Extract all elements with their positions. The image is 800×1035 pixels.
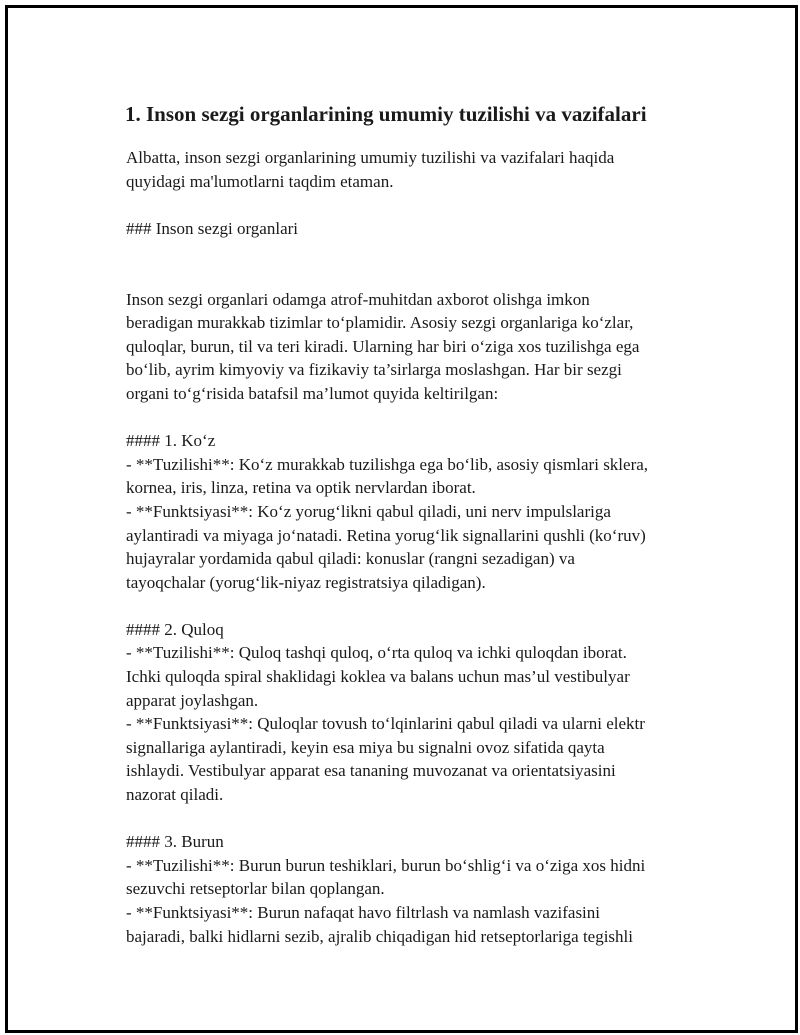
section-heading: #### 3. Burun	[126, 832, 224, 852]
text-line: bajaradi, balki hidlarni sezib, ajralib chiqadigan hid retseptorlariga tegishli	[126, 926, 633, 946]
text-line: signallariga aylantiradi, keyin esa miya bu signalni ovoz sifatida qayta	[126, 737, 605, 757]
document-text	[121, 146, 701, 948]
text-line: beradigan murakkab tizimlar to‘plamidir. Asosiy sezgi organlariga ko‘zlar,	[126, 313, 634, 333]
subtitle-heading: ### Inson sezgi organlari	[126, 218, 299, 238]
blank-line	[121, 240, 701, 264]
text-line: Inson sezgi organlari odamga atrof-muhitdan axborot olishga imkon	[126, 289, 590, 309]
text-line: kornea, iris, linza, retina va optik nervlardan iborat.	[126, 478, 476, 498]
text-line: aylantiradi va miyaga jo‘natadi. Retina yorug‘lik signallarini qushli (ko‘ruv)	[126, 525, 646, 545]
text-line: sezuvchi retseptorlar bilan qoplangan.	[126, 879, 385, 899]
text-line: tayoqchalar (yorug‘lik-niyaz registratsiya qiladigan).	[126, 572, 486, 592]
section-heading: #### 2. Quloq	[126, 619, 224, 639]
blank-line	[121, 594, 701, 618]
text-line: hujayralar yordamida qabul qiladi: konuslar (rangni sezadigan) va	[126, 549, 575, 569]
text-line: nazorat qiladi.	[126, 785, 224, 805]
text-line: organi to‘g‘risida batafsil ma’lumot quyida keltirilgan:	[126, 383, 499, 403]
list-item-line: - **Tuzilishi**: Burun burun teshiklari, burun bo‘shlig‘i va o‘ziga xos hidni	[126, 855, 646, 875]
text-line: Ichki quloqda spiral shaklidagi koklea va balans uchun mas’ul vestibulyar	[126, 667, 630, 687]
document-body	[121, 100, 701, 948]
text-line: ishlaydi. Vestibulyar apparat esa tananing muvozanat va orientatsiyasini	[126, 761, 616, 781]
page-frame	[5, 5, 798, 1033]
text-line: Albatta, inson sezgi organlarining umumiy tuzilishi va vazifalari haqida	[126, 148, 615, 167]
blank-line	[121, 264, 701, 288]
text-line: quyidagi ma'lumotlarni taqdim etaman.	[126, 171, 394, 191]
blank-line	[121, 406, 701, 430]
section-heading: #### 1. Ko‘z	[126, 431, 216, 451]
text-line: apparat joylashgan.	[126, 690, 259, 710]
text-line: bo‘lib, ayrim kimyoviy va fizikaviy ta’sirlarga moslashgan. Har bir sezgi	[126, 360, 622, 380]
blank-line	[121, 193, 701, 217]
list-item-line: - **Funktsiyasi**: Quloqlar tovush to‘lqinlarini qabul qiladi va ularni elektr	[126, 714, 645, 734]
text-line: quloqlar, burun, til va teri kiradi. Ularning har biri o‘ziga xos tuzilishga ega	[126, 336, 640, 356]
list-item-line: - **Tuzilishi**: Ko‘z murakkab tuzilishga ega bo‘lib, asosiy qismlari sklera,	[126, 454, 649, 474]
list-item-line: - **Funktsiyasi**: Burun nafaqat havo filtrlash va namlash vazifasini	[126, 903, 601, 922]
document-title: 1. Inson sezgi organlarining umumiy tuzilishi va vazifalari	[125, 102, 647, 126]
list-item-line: - **Tuzilishi**: Quloq tashqi quloq, o‘rta quloq va ichki quloqdan iborat.	[126, 643, 627, 663]
list-item-line: - **Funktsiyasi**: Ko‘z yorug‘likni qabul qiladi, uni nerv impulslariga	[126, 501, 611, 521]
blank-line	[121, 807, 701, 831]
